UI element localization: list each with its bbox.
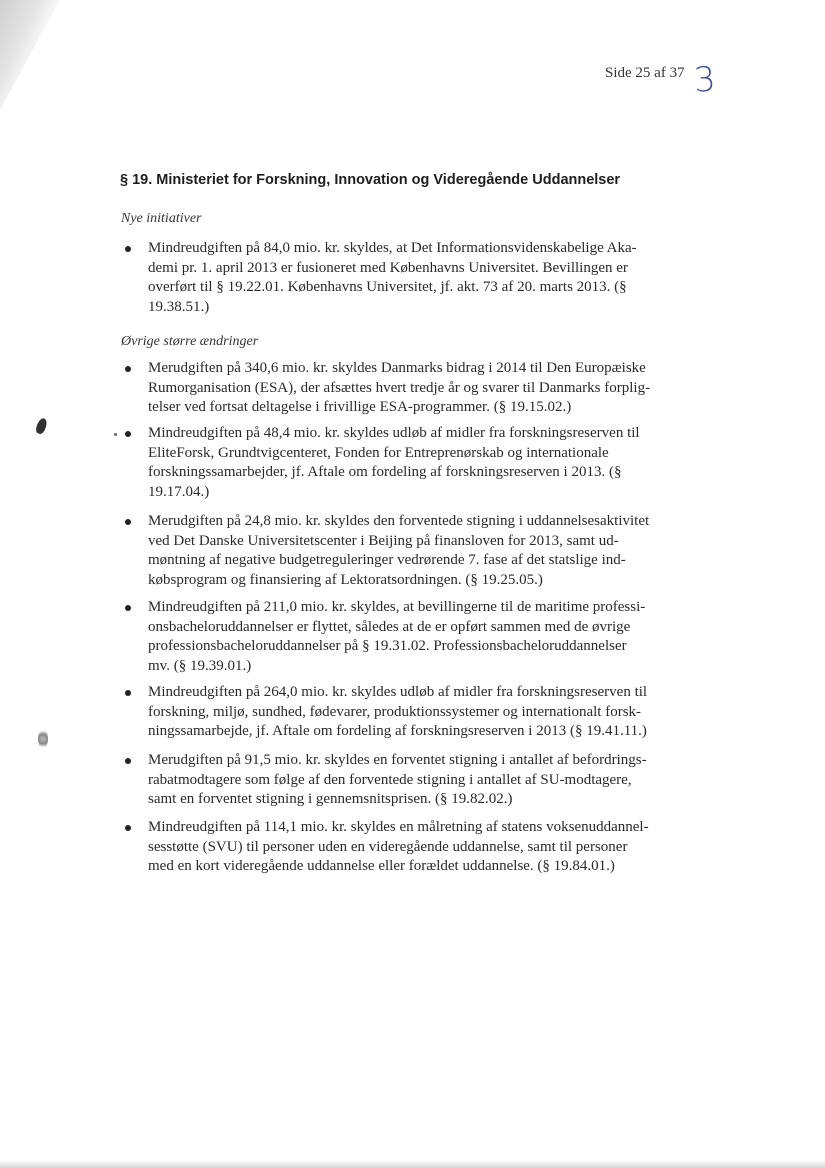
list-item	[120, 683, 700, 742]
handwritten-annotation: 3	[692, 59, 718, 101]
list-item-text: Merudgiften på 340,6 mio. kr. skyldes Danmarks bidrag i 2014 til Den Europæiske Rumorganisation (ESA), der afsættes hvert tredje år og svarer til Danmarks forplig- telser ved fortsat deltagelse i frivillige ESA-programmer. (§ 19.15.02.)	[148, 360, 651, 415]
page-number: Side 25 af 37	[605, 65, 685, 81]
list-item-text: Mindreudgiften på 114,1 mio. kr. skyldes en målretning af statens voksenuddannel- sesstøtte (SVU) til personer uden en videregående uddannelse, samt til personer med en kort videregående uddannelse eller forældet uddannelse. (§ 19.84.01.)	[148, 819, 649, 874]
scan-shadow-corner	[0, 0, 60, 110]
list-item-text: Mindreudgiften på 211,0 mio. kr. skyldes, at bevillingerne til de maritime professi- onsbacheloruddannelser er flyttet, således at de er opført sammen med de øvrige professionsbacheloruddannelser på § 19.31.02. Professionsbacheloruddannelser mv. (§ 19.39.01.)	[148, 599, 646, 674]
list-item	[120, 424, 700, 502]
list-item	[120, 598, 700, 676]
list-item	[120, 818, 700, 877]
bullet-icon	[125, 690, 131, 696]
subheading-new-initiatives: Nye initiativer	[121, 211, 202, 226]
section-heading: § 19. Ministeriet for Forskning, Innovation og Videregående Uddannelser	[120, 172, 621, 188]
bullet-icon	[125, 758, 131, 764]
bullet-icon	[125, 366, 131, 372]
scan-shadow-bottom	[0, 1160, 825, 1168]
bullet-icon	[125, 605, 131, 611]
scan-mark-icon	[38, 728, 48, 750]
list-item	[120, 359, 700, 418]
list-item-text: Merudgiften på 91,5 mio. kr. skyldes en forventet stigning i antallet af befordrings- rabatmodtagere som følge af den forventede stigning i antallet af SU-modtagere, samt en forventet stigning i gennemsnitsprisen. (§ 19.82.02.)	[148, 752, 647, 807]
scan-mark-icon	[35, 417, 49, 435]
list-item-text: Merudgiften på 24,8 mio. kr. skyldes den forventede stigning i uddannelsesaktivitet ved Det Danske Universitetscenter i Beijing på finansloven for 2013, samt ud- møntning af negative budgetreguleringer vedrørende 7. fase af det statslige ind- købsprogram og finansiering af Lektoratsordningen. (§ 19.25.05.)	[148, 513, 650, 588]
bullet-icon	[125, 825, 131, 831]
list-item-text: Mindreudgiften på 264,0 mio. kr. skyldes udløb af midler fra forskningsreserven til forskning, miljø, sundhed, fødevarer, produktionssystemer og internationalt forsk- ningssamarbejde, jf. Aftale om fordeling af forskningsreserven i 2013 (§ 19.41.11.)	[148, 684, 648, 739]
subheading-other-changes: Øvrige større ændringer	[121, 334, 259, 349]
bullet-icon	[125, 519, 131, 525]
list-item	[120, 751, 700, 810]
list-item-text: Mindreudgiften på 84,0 mio. kr. skyldes, at Det Informationsvidenskabelige Aka- demi pr. 1. april 2013 er fusioneret med Københavns Universitet. Bevillingen er overført til § 19.22.01. Københavns Universitet, jf. akt. 73 af 20. marts 2013. (§ 19.38.51.)	[148, 240, 637, 315]
list-item	[120, 239, 700, 317]
scan-dot	[114, 433, 117, 436]
list-item-text: Mindreudgiften på 48,4 mio. kr. skyldes udløb af midler fra forskningsreserven til EliteForsk, Grundtvigcenteret, Fonden for Entreprenørskab og internationale forskningssamarbejder, jf. Aftale om fordeling af forskningsreserven i 2013. (§ 19.17.04.)	[148, 425, 640, 500]
bullet-icon	[125, 246, 131, 252]
bullet-icon	[125, 431, 131, 437]
list-item	[120, 512, 700, 590]
